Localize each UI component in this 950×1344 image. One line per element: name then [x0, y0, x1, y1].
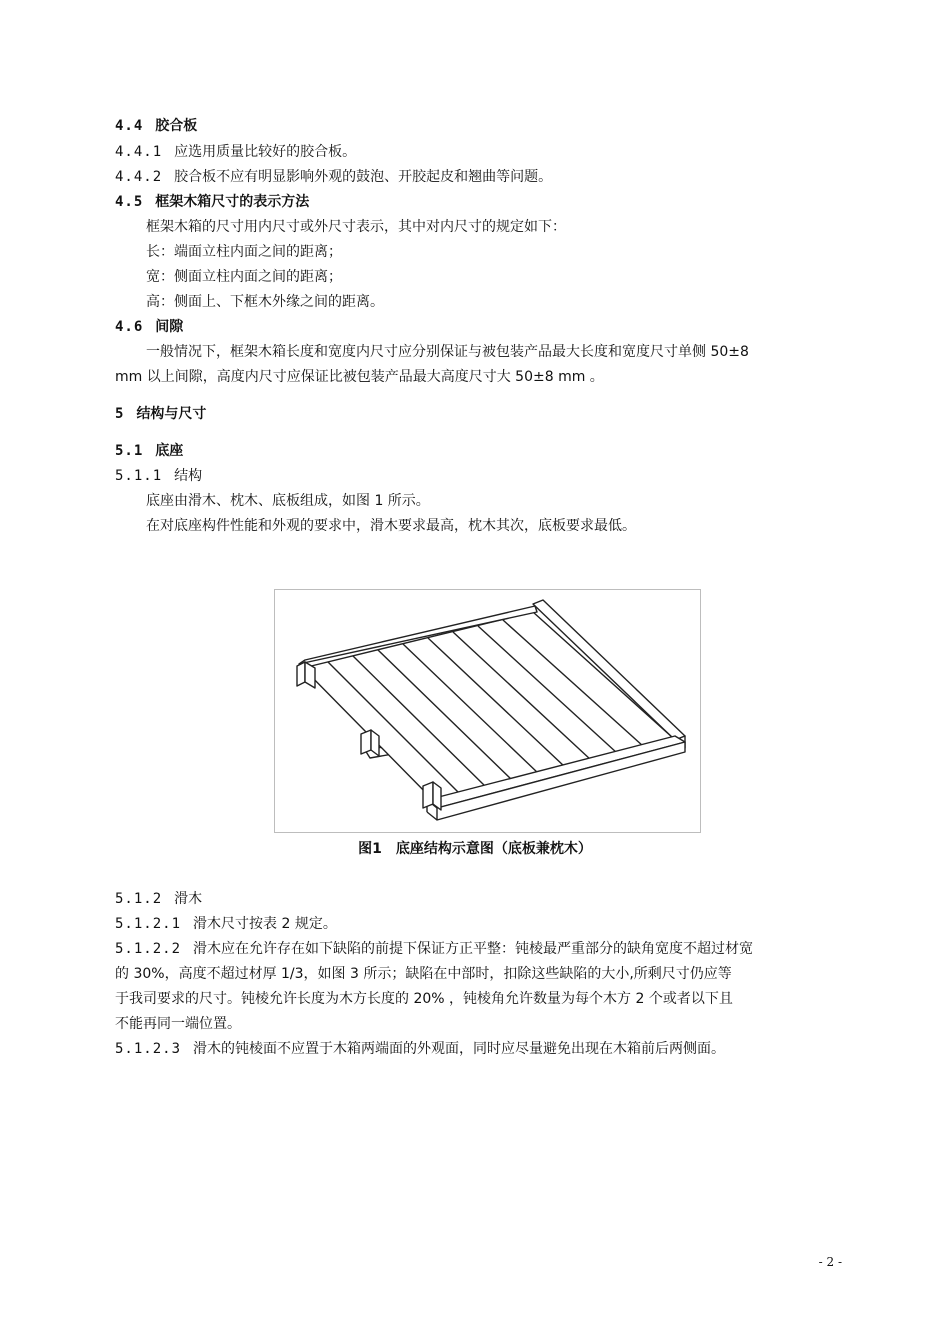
clause-number: 5.1.2.3 — [115, 1041, 182, 1057]
clause-number: 5.1.2.1 — [115, 916, 182, 932]
heading-4-4 — [115, 116, 197, 136]
paragraph-text: 底座由滑木、枕木、底板组成，如图 1 所示。 — [146, 493, 430, 509]
heading-4-5 — [115, 192, 309, 212]
paragraph-text: 框架木箱的尺寸用内尺寸或外尺寸表示，其中对内尺寸的规定如下： — [146, 219, 566, 235]
clause-text: 滑木的钝棱面不应置于木箱两端面的外观面，同时应尽量避免出现在木箱前后两侧面。 — [193, 1041, 726, 1057]
clause-title: 滑木 — [174, 891, 203, 907]
clause-title: 结构 — [174, 468, 203, 484]
heading-5 — [115, 404, 206, 424]
section-number: 4.4 — [115, 118, 144, 134]
list-item: 高：侧面上、下框木外缘之间的距离。 — [146, 294, 384, 310]
clause-text: 胶合板不应有明显影响外观的鼓泡、开胶起皮和翘曲等问题。 — [174, 169, 553, 185]
clause-5-1-1 — [115, 466, 202, 486]
section-title: 胶合板 — [155, 118, 198, 134]
clause-number: 4.4.1 — [115, 144, 163, 160]
clause-number: 5.1.1 — [115, 468, 163, 484]
clause-text: 应选用质量比较好的胶合板。 — [174, 144, 357, 160]
clause-text: 于我司要求的尺寸。钝棱允许长度为木方长度的 20% ，钝棱角允许数量为每个木方 2 个或者以下且 — [115, 991, 733, 1007]
figure-caption: 图1 底座结构示意图（底板兼枕木） — [358, 841, 592, 857]
section-number: 5.1 — [115, 443, 144, 459]
clause-4-4-2 — [115, 167, 552, 187]
clause-number: 4.4.2 — [115, 169, 163, 185]
figure-base-structure — [274, 589, 701, 833]
clause-5-1-2 — [115, 889, 202, 909]
heading-4-6 — [115, 317, 183, 337]
heading-5-1 — [115, 441, 183, 461]
clause-number: 5.1.2.2 — [115, 941, 182, 957]
clause-5-1-2-3 — [115, 1039, 725, 1059]
section-title: 底座 — [155, 443, 184, 459]
section-title: 间隙 — [155, 319, 184, 335]
page-number: - 2 - — [818, 1255, 842, 1269]
clause-4-4-1 — [115, 142, 356, 162]
clause-5-1-2-2 — [115, 939, 753, 959]
clause-text: 的 30%，高度不超过材厚 1/3，如图 3 所示；缺陷在中部时，扣除这些缺陷的大小,所剩尺寸仍应等 — [115, 966, 732, 982]
list-item: 宽：侧面立柱内面之间的距离； — [146, 269, 342, 285]
clause-text: 滑木应在允许存在如下缺陷的前提下保证方正平整：钝棱最严重部分的缺角宽度不超过材宽 — [193, 941, 754, 957]
list-item: 长：端面立柱内面之间的距离； — [146, 244, 342, 260]
section-title: 框架木箱尺寸的表示方法 — [155, 194, 310, 210]
clause-text: 滑木尺寸按表 2 规定。 — [193, 916, 337, 932]
paragraph-text: 一般情况下，框架木箱长度和宽度内尺寸应分别保证与被包装产品最大长度和宽度尺寸单侧 50±8 — [146, 344, 749, 360]
paragraph-text: mm 以上间隙，高度内尺寸应保证比被包装产品最大高度尺寸大 50±8 mm 。 — [115, 369, 604, 385]
section-number: 5 — [115, 406, 125, 422]
section-title: 结构与尺寸 — [136, 406, 207, 422]
section-number: 4.5 — [115, 194, 144, 210]
clause-text: 不能再同一端位置。 — [115, 1016, 241, 1032]
paragraph-text: 在对底座构件性能和外观的要求中，滑木要求最高，枕木其次，底板要求最低。 — [146, 518, 636, 534]
clause-5-1-2-1 — [115, 914, 337, 934]
clause-number: 5.1.2 — [115, 891, 163, 907]
section-number: 4.6 — [115, 319, 144, 335]
pallet-illustration — [275, 590, 700, 832]
